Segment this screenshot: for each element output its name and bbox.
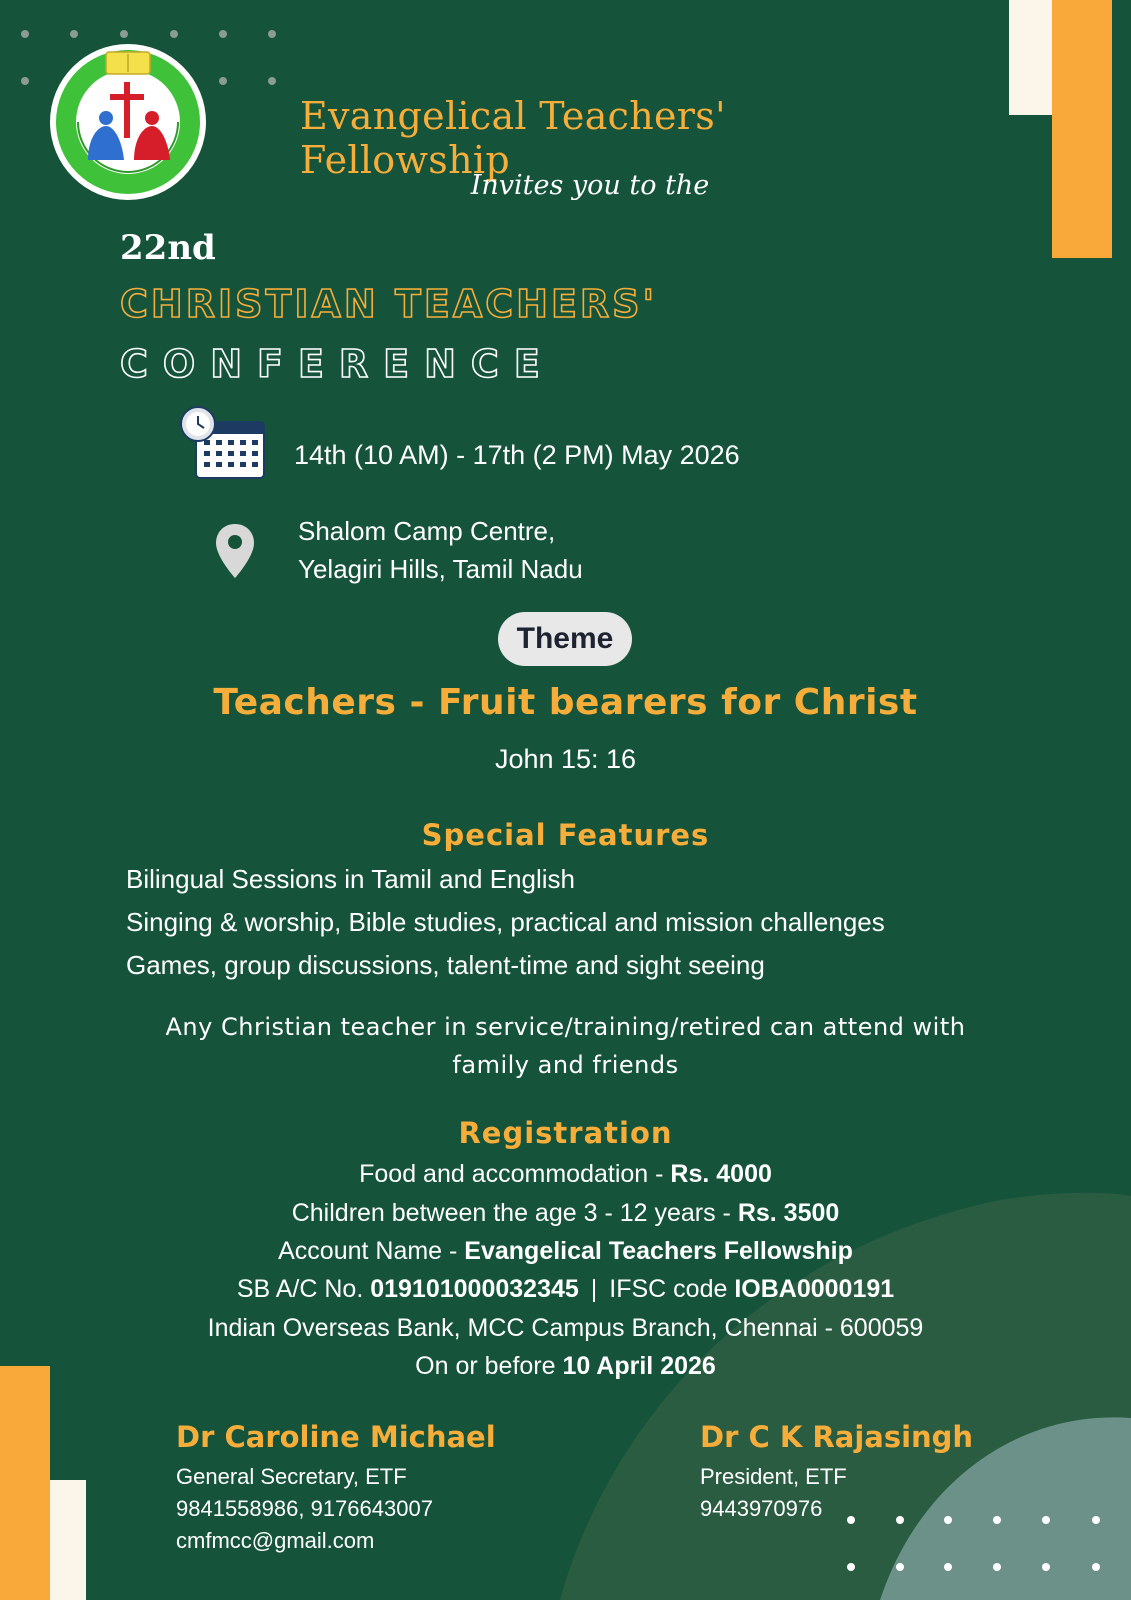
ifsc-label: IFSC code [609,1275,735,1303]
etf-logo-icon [48,42,208,202]
venue-line1: Shalom Camp Centre, [298,516,556,546]
feature-item: Games, group discussions, talent-time and sight seeing [126,950,765,980]
children-value: Rs. 3500 [737,1199,840,1227]
deadline-value: 10 April 2026 [562,1352,716,1380]
separator: | [590,1275,598,1303]
location-pin-icon [214,522,256,580]
food-label: Food and accommodation - [359,1160,671,1188]
registration-account-name-line [0,1237,1131,1266]
special-features-heading: Special Features [421,818,710,852]
decor-cream-bar-top [1009,0,1054,115]
invite-line: Invites you to the [470,170,710,201]
decor-orange-bar-top [1052,0,1112,258]
conference-title-line2: CONFERENCE [120,342,555,386]
sb-label: SB A/C No. [236,1275,371,1303]
registration-food-line [0,1160,1131,1189]
registration-bank-account-line [0,1275,1131,1304]
contact-role: President, ETF [700,1464,847,1489]
registration-heading: Registration [458,1116,673,1150]
ifsc-value: IOBA0000191 [734,1275,895,1303]
contact-phone: 9443970976 [700,1496,823,1521]
food-value: Rs. 4000 [670,1160,772,1188]
theme-reference: John 15: 16 [494,744,637,774]
registration-deadline-line [0,1352,1131,1381]
decor-cream-bar-bottom [50,1480,86,1600]
conference-title-line1: CHRISTIAN TEACHERS' [120,282,658,326]
eligibility-line1: Any Christian teacher in service/training/retired can attend with [165,1013,966,1041]
conference-date: 14th (10 AM) - 17th (2 PM) May 2026 [294,440,740,470]
account-name-value: Evangelical Teachers Fellowship [464,1237,853,1265]
contact-phone: 9841558986, 9176643007 [176,1496,433,1521]
registration-children-line [0,1199,1131,1228]
sb-value: 019101000032345 [370,1275,579,1303]
eligibility-line2: family and friends [452,1051,679,1079]
decor-orange-bar-bottom [0,1366,50,1600]
theme-badge: Theme [498,612,632,666]
organization-title: Evangelical Teachers' Fellowship [300,94,726,182]
contact-name: Dr C K Rajasingh [700,1420,974,1454]
registration-bank-line: Indian Overseas Bank, MCC Campus Branch, Chennai - 600059 [207,1314,924,1342]
conference-edition: 22nd [120,228,216,268]
contact-role: General Secretary, ETF [176,1464,407,1489]
feature-item: Singing & worship, Bible studies, practical and mission challenges [126,907,885,937]
calendar-icon [180,406,268,482]
deadline-label: On or before [415,1352,563,1380]
venue-line2: Yelagiri Hills, Tamil Nadu [298,554,583,584]
theme-title: Teachers - Fruit bearers for Christ [213,682,918,723]
special-features-list [126,858,1026,987]
decor-dots-bottom [836,1510,1126,1600]
feature-item: Bilingual Sessions in Tamil and English [126,864,575,894]
contact-name: Dr Caroline Michael [176,1420,496,1454]
contact-email: cmfmcc@gmail.com [176,1528,375,1553]
children-label: Children between the age 3 - 12 years - [291,1199,738,1227]
eligibility-text [100,1008,1031,1084]
account-name-label: Account Name - [278,1237,465,1265]
